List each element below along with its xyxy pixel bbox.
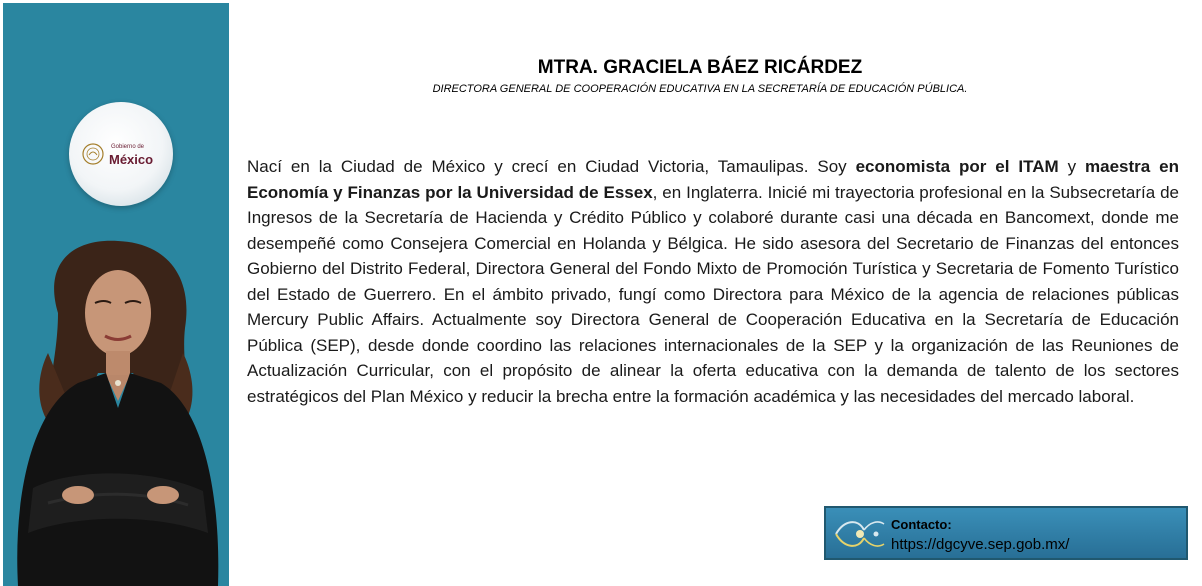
bio-text-2: y bbox=[1058, 157, 1086, 176]
position-subtitle: DIRECTORA GENERAL DE COOPERACIÓN EDUCATIVA EN LA SECRETARÍA DE EDUCACIÓN PÚBLICA. bbox=[432, 83, 968, 95]
portrait-photo bbox=[3, 233, 229, 586]
biography-paragraph bbox=[247, 154, 1179, 409]
bio-text-3: , en Inglaterra. Inicié mi trayectoria profesional en la Subsecretaría de Ingresos de la Secretaría de Hacienda y Crédito Público y colaboré durante casi una década en Bancomext, donde me desempeñé como Consejera Comercial en Holanda y Bélgica. He sido asesora del Secretario de Finanzas del entonces Gobierno del Distrito Federal, Directora General del Fondo Mixto de Promoción Turística y Secretaria de Fomento Turístico del Estado de Guerrero. En el ámbito privado, fungí como Directora para México de la agencia de relaciones públicas Mercury Public Affairs. Actualmente soy Directora General de Cooperación Educativa en la Secretaría de Educación Pública (SEP), desde donde coordino las relaciones internacionales de la SEP y la organización de las Reuniones de Actualización Curricular, con el propósito de alinear la oferta educativa con la demanda de talento de los sectores estratégicos del Plan México y reducir la brecha entre la formación académica y las necesidades del mercado laboral. bbox=[247, 182, 1179, 406]
sep-emblem-icon bbox=[830, 512, 888, 556]
bio-text-1: Nací en la Ciudad de México y crecí en Ciudad Victoria, Tamaulipas. Soy bbox=[247, 157, 856, 176]
logo-bottom-text: México bbox=[109, 152, 154, 167]
gobierno-de-mexico-logo bbox=[69, 102, 173, 206]
sidebar-panel bbox=[3, 3, 229, 586]
logo-top-text: Gobierno de bbox=[111, 144, 145, 150]
mexico-seal-icon bbox=[81, 142, 105, 166]
contact-box bbox=[824, 506, 1188, 560]
bio-bold-essex: maestra en Economía y Finanzas por la Universidad de Essex bbox=[247, 157, 1179, 202]
contact-url-link[interactable]: https://dgcyve.sep.gob.mx/ bbox=[891, 536, 1070, 553]
person-name-heading: MTRA. GRACIELA BÁEZ RICÁRDEZ bbox=[537, 57, 863, 78]
bio-bold-itam: economista por el ITAM bbox=[855, 157, 1059, 176]
contact-label: Contacto: bbox=[891, 517, 952, 532]
